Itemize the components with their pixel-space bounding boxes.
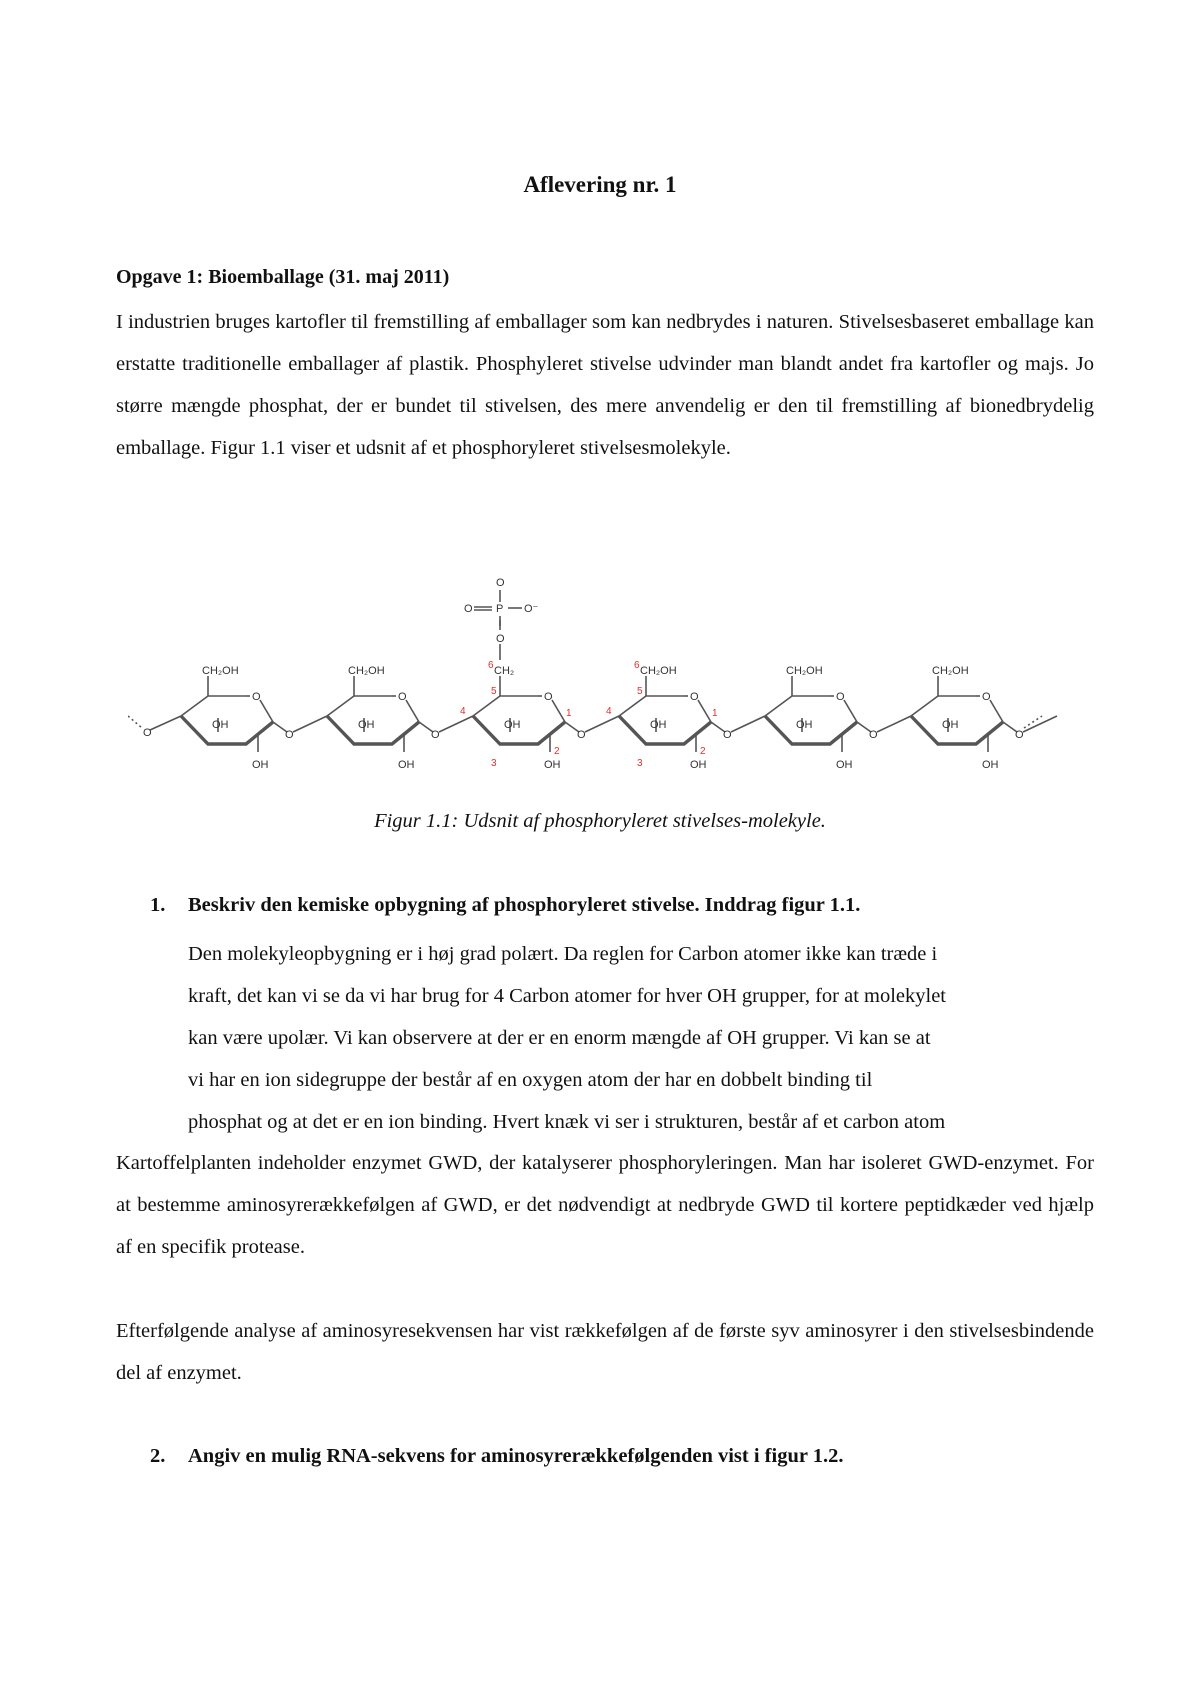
phosphate-top-oxygen-label: O	[496, 577, 505, 589]
atom-number-3: 3	[491, 758, 497, 769]
atom-number-2: 2	[554, 746, 560, 757]
glycosidic-oxygen-label: O	[723, 729, 732, 741]
question-1-text: Beskriv den kemiske opbygning af phosphoryleret stivelse. Inddrag figur 1.1.	[188, 894, 861, 916]
atom-number-1: 1	[566, 708, 572, 719]
answer-line: phosphat og at det er en ion binding. Hvert knæk vi ser i strukturen, består af et carbon atom	[188, 1111, 946, 1133]
oh-label: OH	[252, 759, 269, 771]
oh-label: OH	[212, 719, 229, 731]
atom-number-5: 5	[491, 686, 497, 697]
paragraph-2: Kartoffelplanten indeholder enzymet GWD, der katalyserer phosphoryleringen. Man har isoleret GWD-enzymet. For at bestemme aminosyrerækkefølgen af GWD, er det nødvendigt at nedbryde GWD til kortere peptidkæder ved hjælp af en specifik protease.	[116, 1152, 1094, 1258]
ch2-label: CH₂	[494, 665, 515, 677]
glycosidic-bond	[877, 716, 911, 732]
ring-bond	[619, 696, 646, 716]
intro-paragraph: I industrien bruges kartofler til fremstilling af emballager som kan nedbrydes i naturen. Stivelsesbaseret emballage kan erstatte traditionelle emballager af plastik. Phosphyleret stivelse udvinder man blandt andet fra kartofler og majs. Jo større mængde phosphat, der er bundet til stivelsen, des mere anvendelig er den til fremstilling af bionedbrydelig emballage. Figur 1.1 viser et udsnit af et phosphoryleret stivelsesmolekyle.	[116, 311, 1094, 459]
chain-oxygen-label: O	[143, 727, 152, 739]
glycosidic-oxygen-label: O	[869, 729, 878, 741]
atom-number-4: 4	[606, 706, 612, 717]
oh-label: OH	[942, 719, 959, 731]
ring-bond	[844, 700, 857, 722]
ch2oh-label: CH₂OH	[786, 665, 823, 677]
ring-oxygen-label: O	[544, 691, 553, 703]
ring-bond	[327, 696, 354, 716]
glycosidic-oxygen-label: O	[285, 729, 294, 741]
chain-continuation	[1024, 716, 1042, 728]
glycosidic-oxygen-label: O	[1015, 729, 1024, 741]
ring-oxygen-label: O	[398, 691, 407, 703]
question-1-number: 1.	[150, 894, 166, 916]
ring-oxygen-label: O	[252, 691, 261, 703]
glycosidic-bond	[731, 716, 765, 732]
glycosidic-oxygen-label: O	[431, 729, 440, 741]
phosphate-anion-label: O⁻	[524, 603, 539, 615]
phosphate-oxygen-label: O	[496, 633, 505, 645]
phosphorus-label: P	[496, 603, 504, 615]
question-1	[150, 894, 860, 917]
atom-number-5: 5	[637, 686, 643, 697]
oh-label: OH	[796, 719, 813, 731]
oh-label: OH	[504, 719, 521, 731]
oh-label: OH	[398, 759, 415, 771]
answer-line: kan være upolær. Vi kan observere at der er en enorm mængde af OH grupper. Vi kan se at	[188, 1027, 931, 1049]
atom-number-6: 6	[634, 660, 640, 671]
ring-bond	[911, 696, 938, 716]
oh-label: OH	[690, 759, 707, 771]
atom-number-4: 4	[460, 706, 466, 717]
glycosidic-oxygen-label: O	[577, 729, 586, 741]
question-2-number: 2.	[150, 1445, 166, 1467]
ring-oxygen-label: O	[836, 691, 845, 703]
glycosidic-bond	[1023, 716, 1057, 732]
page-title: Aflevering nr. 1	[523, 172, 677, 197]
glycosidic-bond	[150, 716, 181, 730]
figure-caption: Figur 1.1: Udsnit af phosphoryleret stivelses-molekyle.	[374, 810, 826, 832]
answer-line: kraft, det kan vi se da vi har brug for 4 Carbon atomer for hver OH grupper, for at molekylet	[188, 985, 946, 1007]
glycosidic-bond	[293, 716, 327, 732]
atom-number-1: 1	[712, 708, 718, 719]
atom-number-3: 3	[637, 758, 643, 769]
ring-bond	[990, 700, 1003, 722]
section-heading: Opgave 1: Bioemballage (31. maj 2011)	[116, 266, 450, 288]
question-2-text: Angiv en mulig RNA-sekvens for aminosyrerækkefølgenden vist i figur 1.2.	[188, 1445, 844, 1467]
starch-molecule-figure	[128, 572, 1072, 782]
ring-oxygen-label: O	[982, 691, 991, 703]
ring-bond	[698, 700, 711, 722]
glycosidic-bond	[585, 716, 619, 732]
ring-oxygen-label: O	[690, 691, 699, 703]
ring-bond	[406, 700, 419, 722]
question-1-answer	[188, 933, 1098, 1143]
ring-bond	[260, 700, 273, 722]
atom-number-6: 6	[488, 660, 494, 671]
ring-bond	[473, 696, 500, 716]
ring-bond	[181, 696, 208, 716]
oh-label: OH	[650, 719, 667, 731]
ch2oh-label: CH₂OH	[348, 665, 385, 677]
ch2oh-label: CH₂OH	[640, 665, 677, 677]
ring-bond	[765, 696, 792, 716]
chain-continuation	[128, 716, 142, 728]
ch2oh-label: CH₂OH	[932, 665, 969, 677]
oh-label: OH	[836, 759, 853, 771]
ch2oh-label: CH₂OH	[202, 665, 239, 677]
ring-bond	[552, 700, 565, 722]
answer-line: Den molekyleopbygning er i høj grad polært. Da reglen for Carbon atomer ikke kan træde i	[188, 943, 938, 965]
phosphate-left-oxygen-label: O	[464, 603, 473, 615]
paragraph-3: Efterfølgende analyse af aminosyresekvensen har vist rækkefølgen af de første syv aminosyrer i den stivelsesbindende del af enzymet.	[116, 1320, 1094, 1384]
question-2	[150, 1445, 843, 1468]
oh-label: OH	[982, 759, 999, 771]
glycosidic-bond	[439, 716, 473, 732]
oh-label: OH	[544, 759, 561, 771]
atom-number-2: 2	[700, 746, 706, 757]
oh-label: OH	[358, 719, 375, 731]
answer-line: vi har en ion sidegruppe der består af en oxygen atom der har en dobbelt binding til	[188, 1069, 873, 1091]
